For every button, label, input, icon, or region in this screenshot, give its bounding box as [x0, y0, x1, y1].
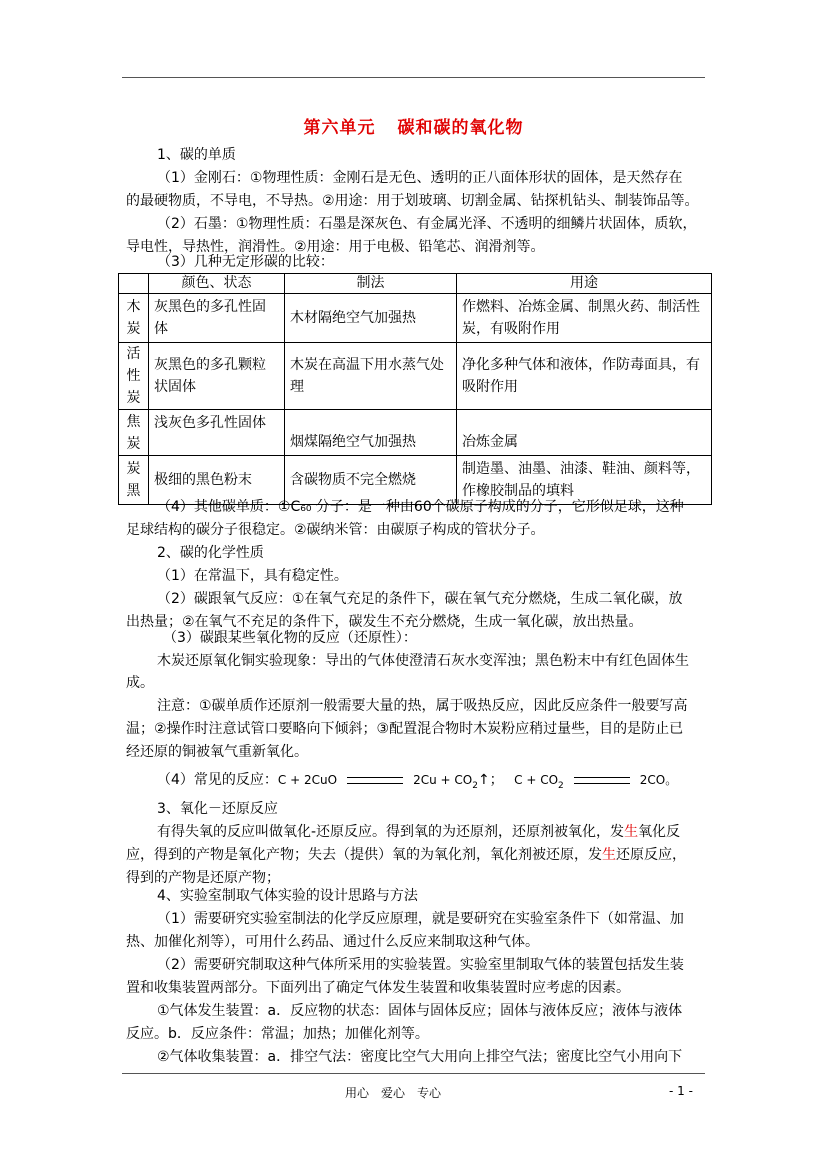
- redox-text: 氧化反: [638, 824, 681, 840]
- paragraph-line: [157, 823, 705, 841]
- paragraph-line: 热、加催化剂等），可用什么药品、通过什么反应来制取这种气体。: [126, 934, 539, 950]
- table-row: [119, 410, 712, 456]
- equals-sign: [347, 777, 403, 784]
- page-number: - 1 -: [669, 1084, 693, 1098]
- paragraph-line: （2）石墨：①物理性质：石墨是深灰色、有金属光泽、不透明的细鳞片状固体，质软，: [157, 216, 697, 232]
- paragraph-line: （3）几种无定形碳的比较：: [157, 254, 334, 270]
- table-cell: 木材隔绝空气加强热: [285, 294, 457, 343]
- paragraph-line: （1）金刚石：①物理性质：金刚石是无色、透明的正八面体形状的固体，是天然存在: [157, 170, 683, 186]
- table-cell: 浅灰色多孔性固体: [149, 410, 285, 456]
- table-cell: 灰黑色的多孔颗粒状固体: [149, 343, 285, 410]
- subscript: 2: [558, 780, 564, 791]
- highlight-text: 生: [602, 847, 616, 863]
- section-heading: 3、氧化－还原反应: [157, 801, 278, 817]
- amorphous-carbon-table: [118, 273, 712, 505]
- paragraph-line: 注意：①碳单质作还原剂一般需要大量的热，属于吸热反应，因此反应条件一般要写高: [157, 698, 688, 714]
- carbon-name: 木炭: [119, 294, 149, 343]
- eq1-right: 2Cu + CO: [413, 773, 473, 787]
- header-rule: [122, 77, 705, 78]
- paragraph-line: （2）需要研究制取这种气体所采用的实验装置。实验室里制取气体的装置包括发生装: [157, 957, 684, 973]
- paragraph-line: （3）碳跟某些氧化物的反应（还原性）：: [163, 630, 417, 646]
- redox-text: 还原反应，: [616, 847, 686, 863]
- equals-sign: [574, 777, 630, 784]
- paragraph-line: 成。: [126, 675, 154, 691]
- title-topic: 碳和碳的氧化物: [397, 118, 524, 138]
- section-heading: 4、实验室制取气体实验的设计思路与方法: [157, 888, 418, 904]
- table-cell: 作燃料、冶炼金属、制黑火药、制活性炭，有吸附作用: [457, 294, 712, 343]
- subscript: 2: [472, 780, 478, 791]
- table-cell: 冶炼金属: [457, 410, 712, 456]
- eq1-left: C + 2CuO: [277, 773, 338, 787]
- equations-label: （4）常见的反应：: [157, 772, 278, 788]
- paragraph-line: 导电性，导热性，润滑性。②用途：用于电极、铅笔芯、润滑剂等。: [126, 239, 545, 255]
- paragraph-line: （4）其他碳单质：①C₆₀ 分子：是一种由60个碳原子构成的分子，它形似足球，这种: [157, 499, 684, 515]
- footer-motto: 用心 爱心 专心: [345, 1086, 442, 1100]
- carbon-name: 炭黑: [119, 456, 149, 505]
- redox-text: 应，得到的产物是氧化产物；失去（提供）氧的为氧化剂，氧化剂被还原，发: [126, 847, 602, 863]
- table-row: [119, 294, 712, 343]
- redox-text: 有得失氧的反应叫做氧化-还原反应。得到氧的为还原剂，还原剂被氧化，发: [157, 824, 625, 840]
- paragraph-line: 置和收集装置两部分。下面列出了确定气体发生装置和收集装置时应考虑的因素。: [126, 980, 630, 996]
- eq2-right: 2CO。: [639, 773, 678, 787]
- paragraph-line: 得到的产物是还原产物；: [126, 870, 280, 886]
- table-header-row: [119, 274, 712, 294]
- paragraph-line: （1）需要研究实验室制法的化学反应原理，就是要研究在实验室条件下（如常温、加: [157, 911, 684, 927]
- paragraph-line: 足球结构的碳分子很稳定。②碳纳米管：由碳原子构成的管状分子。: [126, 522, 545, 538]
- table-cell: 木炭在高温下用水蒸气处理: [285, 343, 457, 410]
- highlight-text: 生: [624, 824, 639, 840]
- eq2-left: C + CO: [514, 773, 559, 787]
- paragraph-line: （1）在常温下，具有稳定性。: [157, 568, 348, 584]
- paragraph-line: 反应。b．反应条件：常温；加热；加催化剂等。: [126, 1026, 429, 1042]
- paragraph-line: 经还原的铜被氧气重新氧化。: [126, 744, 308, 760]
- table-header: 颜色、状态: [149, 274, 285, 294]
- table-row: [119, 343, 712, 410]
- table-header: 用途: [457, 274, 712, 294]
- title-unit: 第六单元: [303, 118, 376, 138]
- carbon-name: 焦炭: [119, 410, 149, 456]
- paragraph-line: 出热量；②在氧气不充足的条件下，碳发生不充分燃烧，生成一氧化碳，放出热量。: [126, 614, 643, 630]
- eq1-tail: ↑；: [477, 772, 504, 788]
- section-heading: 1、碳的单质: [157, 147, 236, 163]
- carbon-name: 活性炭: [119, 343, 149, 410]
- paragraph-line: 温；②操作时注意试管口要略向下倾斜；③配置混合物时木炭粉应稍过量些，目的是防止已: [126, 721, 684, 737]
- paragraph-line: [126, 846, 705, 864]
- page-title: [122, 113, 705, 138]
- table-cell: 净化多种气体和液体，作防毒面具，有吸附作用: [457, 343, 712, 410]
- paragraph-line: （2）碳跟氧气反应：①在氧气充足的条件下，碳在氧气充分燃烧，生成二氧化碳，放: [157, 591, 683, 607]
- table-header: [119, 274, 149, 294]
- paragraph-line: ①气体发生装置：a．反应物的状态：固体与固体反应；固体与液体反应；液体与液体: [157, 1003, 683, 1019]
- table-header: 制法: [285, 274, 457, 294]
- table-cell: 制造墨、油墨、油漆、鞋油、颜料等，作橡胶制品的填料: [457, 456, 712, 505]
- table-cell: 灰黑色的多孔性固体: [149, 294, 285, 343]
- paragraph-line: ②气体收集装置：a．排空气法：密度比空气大用向上排空气法；密度比空气小用向下: [157, 1049, 683, 1065]
- section-heading: 2、碳的化学性质: [157, 545, 264, 561]
- table-cell: 烟煤隔绝空气加强热: [285, 410, 457, 456]
- footer-rule: [122, 1073, 705, 1074]
- reaction-equations: [157, 771, 677, 795]
- table-cell: 极细的黑色粉末: [149, 456, 285, 505]
- paragraph-line: 木炭还原氧化铜实验现象：导出的气体使澄清石灰水变浑浊；黑色粉末中有红色固体生: [157, 653, 689, 669]
- paragraph-line: 的最硬物质，不导电，不导热。②用途：用于划玻璃、切割金属、钻探机钻头、制装饰品等。: [126, 193, 699, 209]
- table-cell: 含碳物质不完全燃烧: [285, 456, 457, 505]
